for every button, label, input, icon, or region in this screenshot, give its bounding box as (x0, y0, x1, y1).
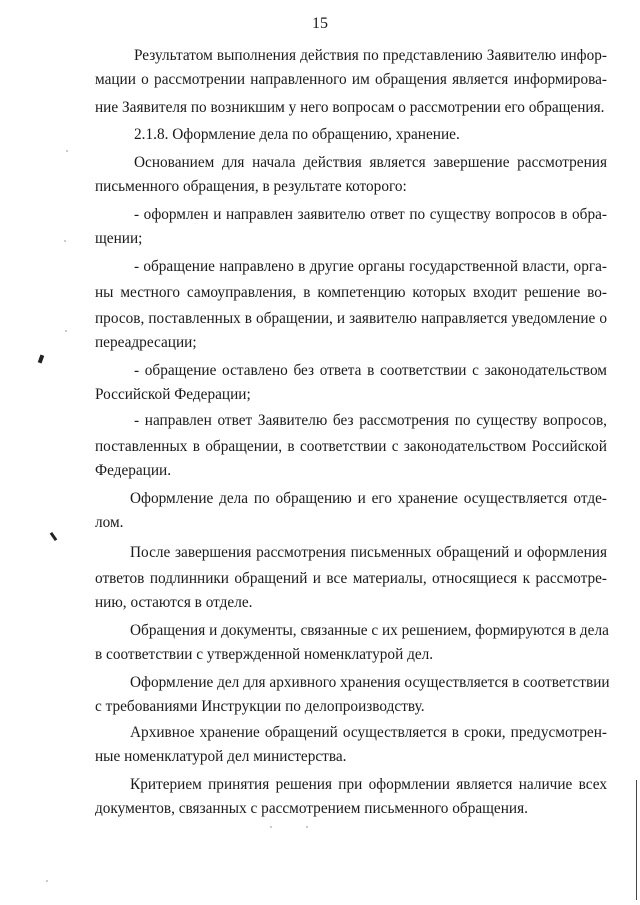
scan-speck (46, 880, 48, 882)
text-line: Критерием принятия решения при оформлении является наличие всех (130, 776, 607, 793)
list-item-line: Федерации. (95, 462, 172, 479)
list-item-line: - оформлен и направлен заявителю ответ по существу вопросов в обра- (134, 206, 607, 223)
scan-speck (65, 330, 67, 332)
list-item-line: поставленных в обращении, в соответствии с законодательством Российской (95, 438, 607, 455)
list-item-line: - обращение направлено в другие органы государственной власти, орга- (134, 258, 607, 275)
text-line: Обращения и документы, связанные с их решением, формируются в дела (130, 622, 609, 639)
text-line: Архивное хранение обращений осуществляется в сроки, предусмотрен- (130, 724, 607, 741)
list-item-line: ны местного самоуправления, в компетенцию которых входит решение во- (95, 284, 607, 301)
list-item-line: Российской Федерации; (95, 386, 251, 403)
scan-speck (66, 150, 68, 152)
text-line: в соответствии с утвержденной номенклатурой дел. (95, 646, 434, 663)
text-line: Оформление дел для архивного хранения осуществляется в соответствии (130, 674, 610, 691)
page-number: 15 (312, 15, 328, 32)
text-line: ные номенклатурой дел министерства. (95, 748, 347, 765)
text-line: Основанием для начала действия является завершение рассмотрения (134, 154, 607, 171)
text-line: письменного обращения, в результате которого: (95, 178, 407, 195)
scan-speck (306, 826, 308, 828)
text-line: Результатом выполнения действия по представлению Заявителю инфор- (134, 47, 607, 64)
section-heading: 2.1.8. Оформление дела по обращению, хранение. (134, 126, 460, 143)
scan-edge-line (636, 780, 637, 900)
scan-mark (50, 532, 58, 541)
text-line: Оформление дела по обращению и его хранение осуществляется отде- (130, 490, 607, 507)
text-line: документов, связанных с рассмотрением письменного обращения. (95, 800, 528, 817)
list-item-line: щении; (95, 230, 143, 247)
text-line: ответов подлинники обращений и все материалы, относящиеся к рассмотре- (95, 570, 607, 587)
list-item-line: - направлен ответ Заявителю без рассмотрения по существу вопросов, (134, 412, 607, 429)
scan-speck (64, 240, 66, 242)
list-item-line: переадресации; (95, 334, 197, 351)
list-item-line: просов, поставленных в обращении, и заявителю направляется уведомление о (95, 310, 607, 327)
text-line: лом. (95, 514, 124, 531)
text-line: с требованиями Инструкции по делопроизводству. (95, 698, 425, 715)
scan-speck (270, 826, 272, 828)
text-line: После завершения рассмотрения письменных обращений и оформления (130, 544, 607, 561)
scan-mark (38, 355, 44, 364)
list-item-line: - обращение оставлено без ответа в соответствии с законодательством (134, 362, 607, 379)
text-line: мации о рассмотрении направленного им обращения является информирова- (95, 71, 607, 88)
text-line: нию, остаются в отделе. (95, 594, 253, 611)
text-line: ние Заявителя по возникшим у него вопросам о рассмотрении его обращения. (95, 99, 605, 116)
